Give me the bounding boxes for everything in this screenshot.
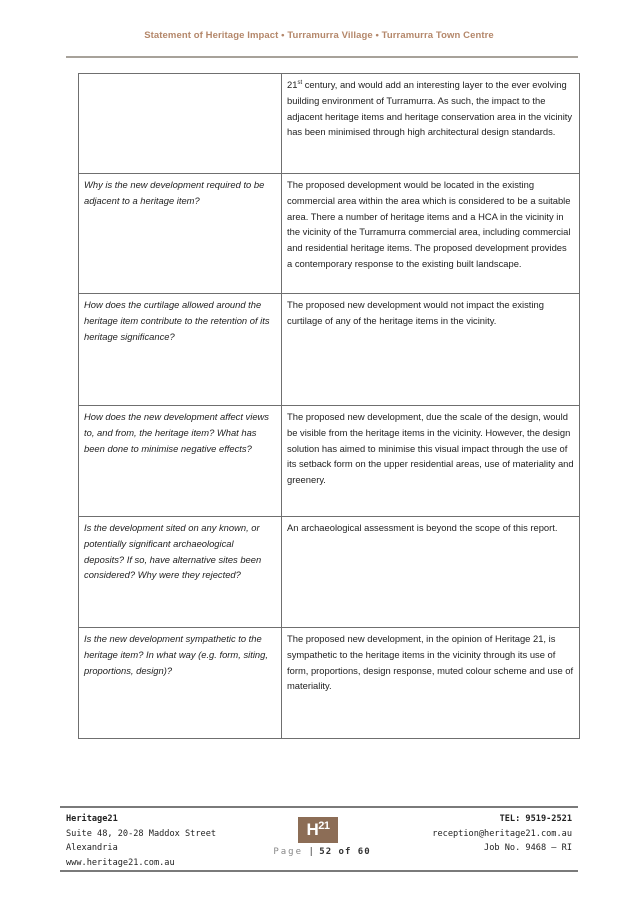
- answer-cell: An archaeological assessment is beyond the scope of this report.: [282, 517, 580, 628]
- question-cell: [79, 74, 282, 174]
- footer-contact-right: [432, 812, 572, 856]
- footer-divider-bottom: [60, 870, 578, 872]
- answer-number: 21: [287, 79, 298, 90]
- answer-cell: The proposed new development, due the scale of the design, would be visible from the heritage items in the vicinity. However, the design solution has aimed to minimise this visual impact through the use of its setback form on the upper residential areas, use of materiality and greenery.: [282, 406, 580, 517]
- question-cell: How does the curtilage allowed around the heritage item contribute to the retention of its heritage significance?: [79, 294, 282, 406]
- footer-divider-top: [60, 806, 578, 808]
- answer-text: century, and would add an interesting layer to the ever evolving building environment of Turramurra. As such, the impact to the adjacent heritage items and heritage conservation area in the vicinity has been minimised through high architectural design standards.: [287, 79, 573, 138]
- table-row: [79, 628, 580, 739]
- answer-cell: The proposed new development would not impact the existing curtilage of any of the heritage items in the vicinity.: [282, 294, 580, 406]
- question-cell: Is the development sited on any known, or potentially significant archaeological deposits? If so, have alternative sites been considered? Why were they rejected?: [79, 517, 282, 628]
- company-name: Heritage21: [66, 814, 118, 824]
- telephone: TEL: 9519-2521: [499, 814, 572, 824]
- page-number: [262, 847, 382, 857]
- page-count: 52 of 60: [319, 847, 371, 857]
- page-word: Page: [273, 847, 304, 857]
- heritage-impact-table: [78, 73, 580, 739]
- table-row: [79, 294, 580, 406]
- question-cell: Why is the new development required to be adjacent to a heritage item?: [79, 174, 282, 294]
- table-row: [79, 406, 580, 517]
- question-cell: How does the new development affect views to, and from, the heritage item? What has been done to minimise negative effects?: [79, 406, 282, 517]
- table-row: [79, 74, 580, 174]
- header-divider: [66, 56, 578, 58]
- footer-contact-left: [66, 812, 216, 870]
- question-cell: Is the new development sympathetic to the heritage item? In what way (e.g. form, siting, proportions, design)?: [79, 628, 282, 739]
- job-number: Job No. 9468 – RI: [484, 843, 572, 854]
- answer-cell: The proposed new development, in the opinion of Heritage 21, is sympathetic to the heritage items in the vicinity through its use of form, proportions, design response, muted colour scheme and use of materiality.: [282, 628, 580, 739]
- table-row: [79, 174, 580, 294]
- logo-number: 21: [318, 820, 330, 832]
- page-separator: |: [308, 847, 314, 857]
- answer-cell: [282, 74, 580, 174]
- answer-superscript: st: [297, 79, 303, 86]
- logo-letter: H: [306, 820, 319, 839]
- email-link[interactable]: reception@heritage21.com.au: [432, 828, 572, 839]
- address-line-1: Suite 48, 20-28 Maddox Street: [66, 828, 217, 839]
- answer-cell: The proposed development would be located in the existing commercial area within the area which is considered to be a suitable area. There a number of heritage items and a HCA in the vicinity in the vicinity of the Turramurra commercial area, including commercial and residential heritage items. The proposed development provides a contemporary response to the existing built landscape.: [282, 174, 580, 294]
- address-line-2: Alexandria: [66, 843, 118, 854]
- heritage21-logo: [298, 817, 338, 843]
- page-header: Statement of Heritage Impact • Turramurra Village • Turramurra Town Centre: [144, 30, 494, 41]
- website-link[interactable]: www.heritage21.com.au: [66, 857, 175, 868]
- table-row: [79, 517, 580, 628]
